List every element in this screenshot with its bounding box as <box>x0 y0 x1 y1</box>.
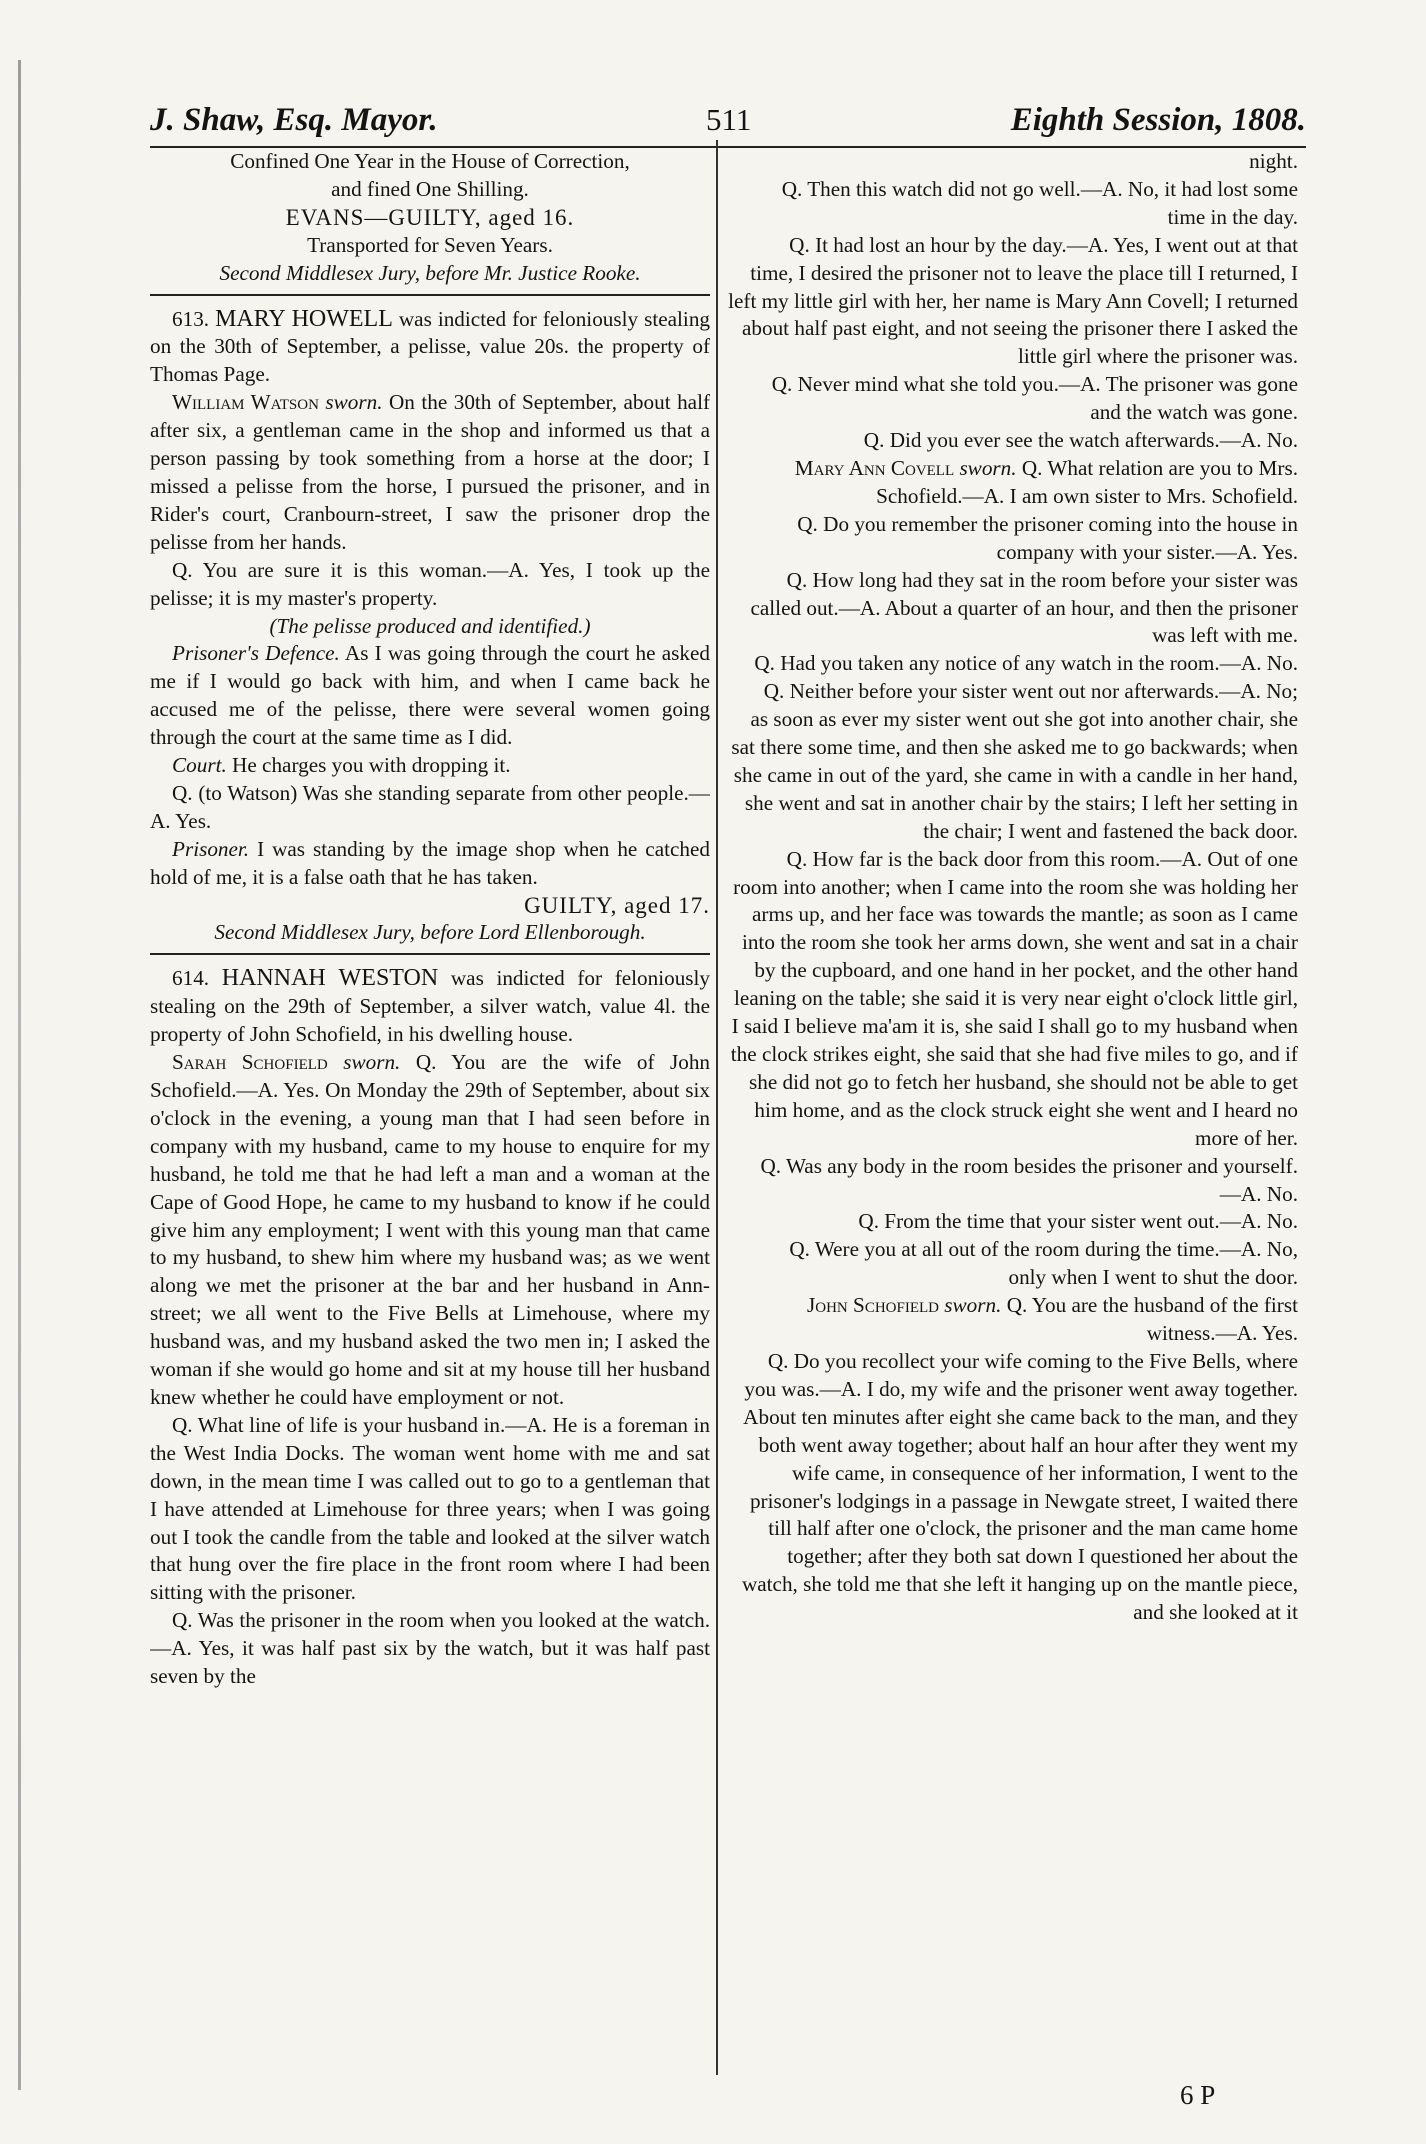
witness-name: William Watson <box>172 390 319 415</box>
prisoner-text: I was standing by the image shop when he catched hold of me, it is a false oath that he has taken. <box>150 836 710 889</box>
covell-witness <box>728 455 1298 511</box>
testimony-paragraph: Q. Were you at all out of the room during the time.—A. No, only when I went to shut the door. <box>789 1237 1298 1290</box>
testimony-paragraph: Q. It had lost an hour by the day.—A. Yes, I went out at that time, I desired the prisoner not to leave the place till I returned, I left my little girl with her, her name is Mary Ann Covell; I returned about half past eight, and not seeing the prisoner there I asked the little girl where the prisoner was. <box>728 232 1298 369</box>
testimony-paragraph: Q. Never mind what she told you.—A. The prisoner was gone and the watch was gone. <box>771 372 1298 425</box>
case-614-defendant: HANNAH WESTON <box>221 965 439 992</box>
case-613-court <box>150 752 710 780</box>
testimony-paragraph: Q. Then this watch did not go well.—A. No, it had lost some time in the day. <box>781 176 1298 229</box>
case-613-question-2: Q. (to Watson) Was she standing separate from other people.—A. Yes. <box>150 780 710 833</box>
page-edge-shadow <box>18 60 21 2090</box>
case-614-witness <box>150 1049 710 1412</box>
left-column <box>150 148 710 2078</box>
witness-name: Mary Ann Covell <box>794 455 955 480</box>
evans-sentence: Transported for Seven Years. <box>307 232 553 257</box>
case-614-question-line: Q. What line of life is your husband in.—A. He is a foreman in the West India Docks. The woman went home with me and sat down, in the mean time I was called out to go to a gentleman that I have attended at Limehouse for three years; when I was going out I took the candle from the table and looked at the silver watch that hung over the fire place in the front room where I had been sitting with the prisoner. <box>150 1412 710 1605</box>
header-session: Eighth Session, 1808. <box>1010 102 1306 138</box>
court-label: Court. <box>172 753 227 778</box>
testimony-paragraph: Q. Had you taken any notice of any watch in the room.—A. No. <box>754 651 1298 676</box>
running-header <box>150 102 1306 146</box>
case-613-defence <box>150 640 710 752</box>
witness-name: John Schofield <box>807 1293 939 1318</box>
john-schofield-witness <box>728 1292 1298 1348</box>
case-613-indictment-text: was indicted for feloniously stealing on the 30th of September, a pelisse, value 20s. the property of Thomas Page. <box>150 306 710 387</box>
case-613-produced: (The pelisse produced and identified.) <box>269 613 591 638</box>
section-rule <box>150 294 710 296</box>
court-text: He charges you with dropping it. <box>232 753 511 778</box>
right-column <box>728 148 1298 2078</box>
witness-sworn: sworn. <box>325 390 383 415</box>
evans-verdict: EVANS—GUILTY, aged 16. <box>285 204 575 230</box>
case-613-number: 613. <box>172 306 210 331</box>
witness-sworn: sworn. <box>944 1293 1002 1318</box>
case-614-number: 614. <box>172 966 210 991</box>
continuation-line-2: and fined One Shilling. <box>331 176 529 201</box>
testimony-paragraph: Q. Do you recollect your wife coming to the Five Bells, where you was.—A. I do, my wife and the prisoner went away together. About ten minutes after eight she came back to the man, and they both went away together; about half an hour after they went my wife came, in consequence of her information, I went to the prisoner's lodgings in a passage in Newgate street, I waited there till half after one o'clock, the prisoner and the man came home together; after they both sat down I questioned her about the watch, she told me that she left it hanging up on the mantle piece, and she looked at it <box>741 1348 1298 1625</box>
continuation-line-1: Confined One Year in the House of Correction, <box>230 149 630 173</box>
testimony-paragraph: Q. Neither before your sister went out nor afterwards.—A. No; as soon as ever my sister went out she got into another chair, she sat there some time, and then she asked me to go backwards; when she came in out of the yard, she came in with a candle in her hand, she went and sat in another chair by the stairs; I left her setting in the chair; I went and fastened the back door. <box>731 679 1298 843</box>
witness-testimony: Q. You are the wife of John Schofield.—A. Yes. On Monday the 29th of September, about six o'clock in the evening, a young man that I had seen before in company with my husband, came to my house to enquire for my husband, he told me that he had left a man and a woman at the Cape of Good Hope, he came to my husband to know if he could give him any employment; I went with this young man that came to my husband, to shew him where my husband was; as we went along we met the prisoner at the bar and her husband in Ann-street; we all went to the Five Bells at Limehouse, where my husband was, and my husband asked the two men in; I asked the woman if she would go home and sit at my house till her husband knew whether he could have employment or not. <box>150 1050 710 1409</box>
case-613-prisoner <box>150 836 710 892</box>
case-614-question-room: Q. Was the prisoner in the room when you looked at the watch.—A. Yes, it was half past six by the watch, but it was half past seven by the <box>150 1608 710 1689</box>
testimony-paragraph: Q. From the time that your sister went out.—A. No. <box>858 1209 1298 1234</box>
page-number: 511 <box>706 102 752 137</box>
witness-testimony: Q. You are the husband of the first witness.—A. Yes. <box>1006 1293 1298 1346</box>
witness-testimony: On the 30th of September, about half after six, a gentleman came in the shop and informed us that a person passing by took something from a horse at the door; I missed a pelisse from the horse, I pursued the prisoner, and in Rider's court, Cranbourn-street, I saw the prisoner drop the pelisse from her hands. <box>150 390 710 554</box>
case-613-defendant: MARY HOWELL <box>215 305 393 332</box>
testimony-paragraph: Q. Did you ever see the watch afterwards.—A. No. <box>863 428 1298 453</box>
witness-name: Sarah Schofield <box>172 1050 328 1075</box>
witness-sworn: sworn. <box>343 1050 401 1075</box>
testimony-paragraph: Q. How far is the back door from this room.—A. Out of one room into another; when I came into the room she was holding her arms up, and her face was towards the mantle; as soon as I came into the room she took her arms down, she went and sat in a chair by the cupboard, and one hand in her pocket, and the other hand leaning on the table; she said it is very near eight o'clock little girl, I said I believe ma'am it is, she said I shall go to my husband when the clock strikes eight, she said that she had five miles to go, and if she did not go to fetch her husband, she should not be able to get him home, and as the clock struck eight she went and I heard no more of her. <box>730 846 1298 1150</box>
witness-testimony: Q. What relation are you to Mrs. Schofield.—A. I am own sister to Mrs. Schofield. <box>876 455 1298 508</box>
defence-text: As I was going through the court he asked me if I would go back with him, and when I came back he accused me of the pelisse, there were several women going through the court at the same time as I did. <box>150 641 710 750</box>
header-mayor: J. Shaw, Esq. Mayor. <box>150 102 438 138</box>
witness-sworn: sworn. <box>959 455 1017 480</box>
case-613-witness <box>150 389 710 556</box>
continued-word: night. <box>1249 149 1298 173</box>
evans-jury: Second Middlesex Jury, before Mr. Justice Rooke. <box>219 260 641 285</box>
prisoner-label: Prisoner. <box>172 836 250 861</box>
testimony-paragraph: Q. Was any body in the room besides the prisoner and yourself.—A. No. <box>760 1153 1298 1206</box>
testimony-paragraph: Q. How long had they sat in the room before your sister was called out.—A. About a quarter of an hour, and then the prisoner was left with me. <box>750 567 1298 648</box>
testimony-paragraph: Q. Do you remember the prisoner coming into the house in company with your sister.—A. Yes. <box>797 511 1298 564</box>
defence-label: Prisoner's Defence. <box>172 641 340 666</box>
case-613-question-1: Q. You are sure it is this woman.—A. Yes, I took up the pelisse; it is my master's property. <box>150 557 710 610</box>
case-614-indictment-text: was indicted for feloniously stealing on the 29th of September, a silver watch, value 4l. the property of John Schofield, in his dwelling house. <box>150 966 710 1047</box>
case-613-jury: Second Middlesex Jury, before Lord Ellenborough. <box>214 920 646 945</box>
signature-mark: 6 P <box>1180 2080 1216 2110</box>
section-rule <box>150 953 710 955</box>
case-614-indictment <box>150 965 710 1049</box>
column-divider <box>716 140 718 2075</box>
case-613-indictment <box>150 306 710 390</box>
case-613-verdict: GUILTY, aged 17. <box>524 892 710 918</box>
